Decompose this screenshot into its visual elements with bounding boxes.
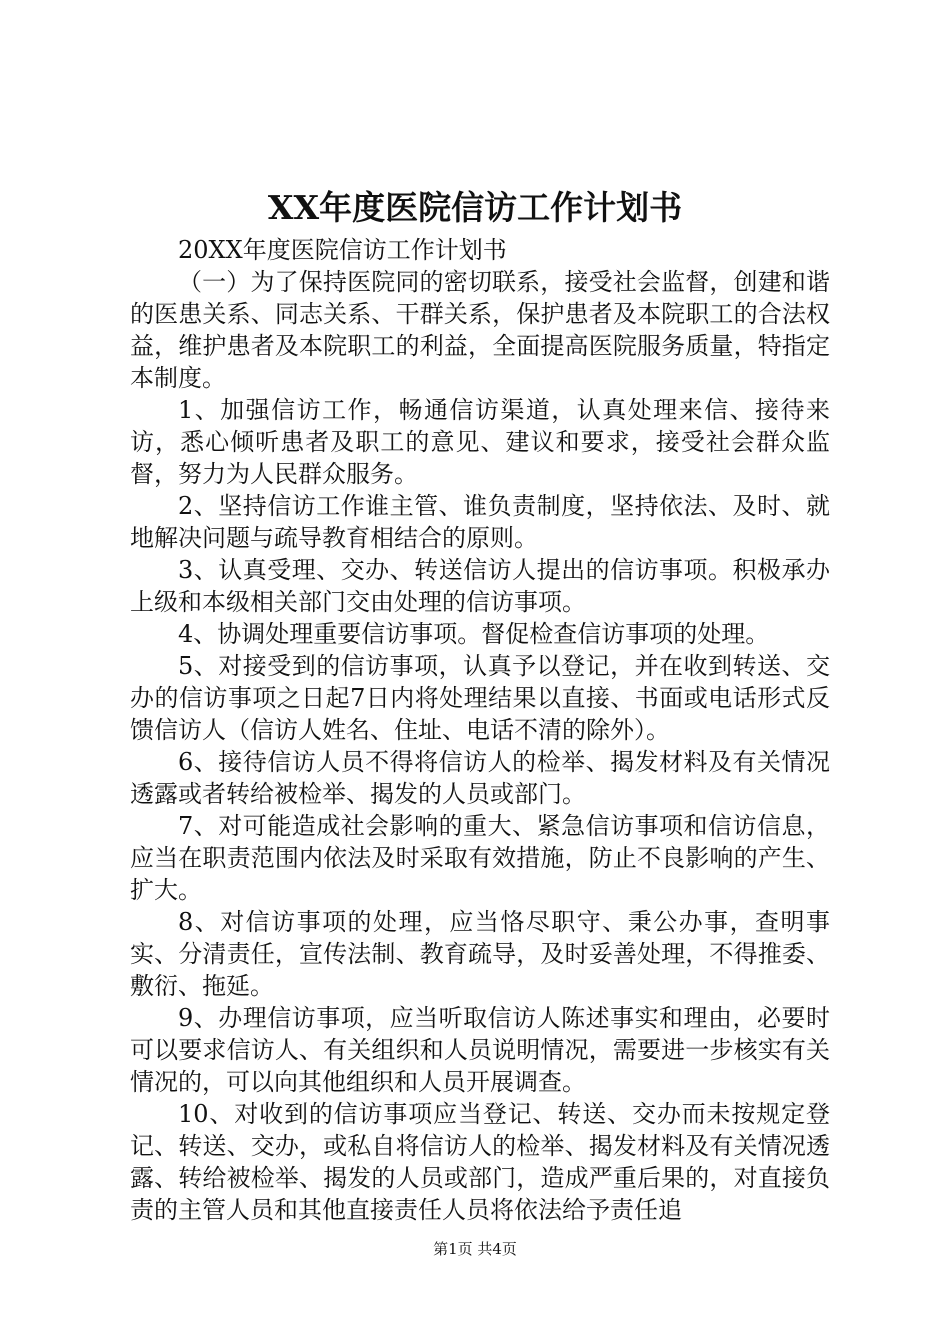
document-subtitle: 20XX年度医院信访工作计划书 (178, 236, 507, 264)
paragraph-item-6: 6、接待信访人员不得将信访人的检举、揭发材料及有关情况透露或者转给被检举、揭发的人员或部门。 (130, 748, 830, 808)
paragraph-item-10: 10、对收到的信访事项应当登记、转送、交办而未按规定登记、转送、交办，或私自将信访人的检举、揭发材料及有关情况透露、转给被检举、揭发的人员或部门，造成严重后果的，对直接负责的主管人员和其他直接责任人员将依法给予责任追 (130, 1100, 830, 1224)
paragraph-intro: （一）为了保持医院同的密切联系，接受社会监督，创建和谐的医患关系、同志关系、干群关系，保护患者及本院职工的合法权益，维护患者及本院职工的利益，全面提高医院服务质量，特指定本制度。 (130, 268, 830, 392)
paragraph-item-2: 2、坚持信访工作谁主管、谁负责制度，坚持依法、及时、就地解决问题与疏导教育相结合的原则。 (130, 492, 830, 552)
document-body (130, 234, 830, 1226)
paragraph-item-1: 1、加强信访工作，畅通信访渠道，认真处理来信、接待来访，悉心倾听患者及职工的意见、建议和要求，接受社会群众监督，努力为人民群众服务。 (130, 396, 830, 488)
paragraph-item-5: 5、对接受到的信访事项，认真予以登记，并在收到转送、交办的信访事项之日起7日内将处理结果以直接、书面或电话形式反馈信访人（信访人姓名、住址、电话不清的除外）。 (130, 652, 830, 744)
paragraph-item-8: 8、对信访事项的处理，应当恪尽职守、秉公办事，查明事实、分清责任，宣传法制、教育疏导，及时妥善处理，不得推委、敷衍、拖延。 (130, 908, 830, 1000)
paragraph-item-4: 4、协调处理重要信访事项。督促检查信访事项的处理。 (178, 620, 770, 648)
document-title: XX年度医院信访工作计划书 (267, 188, 683, 227)
paragraph-item-7: 7、对可能造成社会影响的重大、紧急信访事项和信访信息，应当在职责范围内依法及时采取有效措施，防止不良影响的产生、扩大。 (130, 812, 830, 904)
paragraph-item-9: 9、办理信访事项，应当听取信访人陈述事实和理由，必要时可以要求信访人、有关组织和人员说明情况，需要进一步核实有关情况的，可以向其他组织和人员开展调查。 (130, 1004, 830, 1096)
paragraph-item-3: 3、认真受理、交办、转送信访人提出的信访事项。积极承办上级和本级相关部门交由处理的信访事项。 (130, 556, 830, 616)
page-indicator: 第1页 共4页 (433, 1240, 517, 1258)
